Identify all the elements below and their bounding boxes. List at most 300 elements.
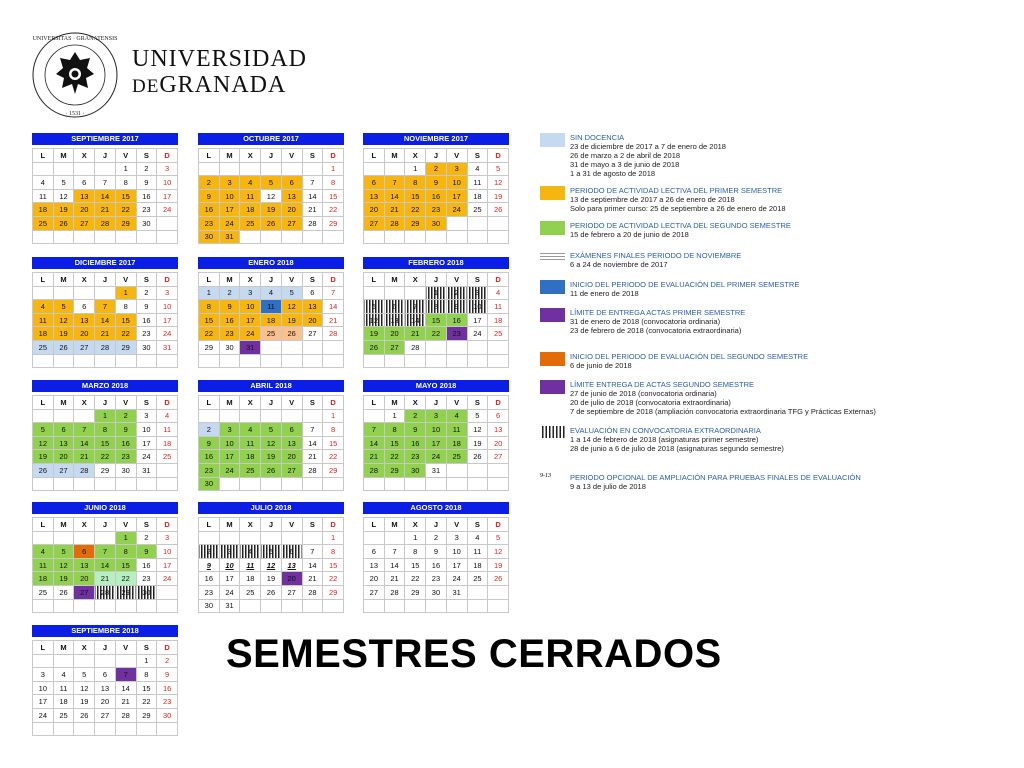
legend-title: PERIODO DE ACTIVIDAD LECTIVA DEL SEGUNDO SEMESTRE xyxy=(570,221,791,230)
day-cell xyxy=(323,477,344,491)
weekday-header: J xyxy=(426,518,447,532)
day-cell: 5 xyxy=(364,300,385,314)
day-cell: 31 xyxy=(219,599,240,613)
day-cell xyxy=(157,230,178,244)
day-cell: 30 xyxy=(115,463,136,477)
day-cell: 15 xyxy=(115,313,136,327)
day-cell: 12 xyxy=(261,558,282,572)
day-cell: 23 xyxy=(426,572,447,586)
day-cell xyxy=(364,599,385,613)
day-cell xyxy=(95,162,116,176)
footer-title: SEMESTRES CERRADOS xyxy=(226,632,722,676)
week-row xyxy=(33,203,178,217)
week-row xyxy=(199,354,344,368)
weekday-header: D xyxy=(157,396,178,410)
day-cell xyxy=(281,354,302,368)
week-row xyxy=(364,423,509,437)
weekday-header: S xyxy=(467,273,488,287)
day-cell: 8 xyxy=(384,423,405,437)
day-cell: 16 xyxy=(426,558,447,572)
day-cell: 24 xyxy=(446,203,467,217)
day-cell: 24 xyxy=(219,216,240,230)
legend-line: 6 a 24 de noviembre de 2017 xyxy=(570,260,668,269)
day-cell: 6 xyxy=(74,176,95,190)
day-cell xyxy=(33,654,54,668)
day-cell: 8 xyxy=(115,545,136,559)
day-cell: 6 xyxy=(281,176,302,190)
day-cell: 6 xyxy=(488,409,509,423)
day-cell: 29 xyxy=(405,216,426,230)
week-row xyxy=(199,313,344,327)
day-cell: 19 xyxy=(261,203,282,217)
week-row xyxy=(364,313,509,327)
weekday-header: D xyxy=(488,273,509,287)
day-cell: 21 xyxy=(95,327,116,341)
day-cell: 3 xyxy=(157,162,178,176)
day-cell xyxy=(405,599,426,613)
week-row xyxy=(199,216,344,230)
day-cell: 29 xyxy=(199,340,220,354)
day-cell: 2 xyxy=(136,286,157,300)
day-cell: 26 xyxy=(53,585,74,599)
day-cell xyxy=(33,531,54,545)
day-cell: 26 xyxy=(261,463,282,477)
week-row xyxy=(364,477,509,491)
day-cell xyxy=(302,162,323,176)
day-cell xyxy=(488,340,509,354)
day-cell: 28 xyxy=(74,463,95,477)
day-cell: 27 xyxy=(302,327,323,341)
week-row xyxy=(33,354,178,368)
day-cell xyxy=(115,354,136,368)
weekday-header: S xyxy=(136,273,157,287)
day-cell: 19 xyxy=(53,203,74,217)
day-cell: 14 xyxy=(95,313,116,327)
day-cell xyxy=(74,354,95,368)
day-cell: 13 xyxy=(384,313,405,327)
legend-line: 20 de julio de 2018 (convocatoria extraordinaria) xyxy=(570,398,731,407)
day-cell: 2 xyxy=(426,531,447,545)
day-cell xyxy=(53,654,74,668)
day-cell xyxy=(467,463,488,477)
day-cell xyxy=(261,340,282,354)
day-cell xyxy=(426,477,447,491)
day-cell: 19 xyxy=(74,695,95,709)
weekday-header: M xyxy=(53,641,74,655)
day-cell: 11 xyxy=(446,423,467,437)
day-cell: 10 xyxy=(467,300,488,314)
day-cell xyxy=(405,286,426,300)
day-cell xyxy=(281,531,302,545)
week-row xyxy=(33,695,178,709)
day-cell: 22 xyxy=(115,572,136,586)
day-cell: 22 xyxy=(199,327,220,341)
weekday-header: J xyxy=(261,149,282,163)
day-cell: 3 xyxy=(467,286,488,300)
day-cell: 9 xyxy=(199,436,220,450)
day-cell xyxy=(261,599,282,613)
day-cell: 21 xyxy=(95,203,116,217)
legend-title: EVALUACIÓN EN CONVOCATORIA EXTRAORDINARIA xyxy=(570,426,761,435)
weekday-header: V xyxy=(446,273,467,287)
day-cell xyxy=(302,531,323,545)
weekday-header: J xyxy=(95,641,116,655)
day-cell xyxy=(323,599,344,613)
month-title: NOVIEMBRE 2017 xyxy=(363,133,509,145)
day-cell: 7 xyxy=(95,300,116,314)
day-cell: 12 xyxy=(53,558,74,572)
legend-line: 28 de junio a 6 de julio de 2018 (asignaturas segundo semestre) xyxy=(570,444,784,453)
day-cell: 25 xyxy=(33,585,54,599)
day-cell: 3 xyxy=(157,286,178,300)
day-cell xyxy=(74,409,95,423)
day-cell: 17 xyxy=(33,695,54,709)
day-cell xyxy=(115,230,136,244)
weekday-header: S xyxy=(136,149,157,163)
day-cell: 11 xyxy=(261,300,282,314)
month-calendar xyxy=(32,257,178,368)
week-row xyxy=(364,162,509,176)
week-row xyxy=(33,585,178,599)
weekday-header: X xyxy=(74,641,95,655)
day-cell xyxy=(364,531,385,545)
day-cell: 8 xyxy=(95,423,116,437)
day-cell xyxy=(33,230,54,244)
week-row xyxy=(33,313,178,327)
day-cell: 19 xyxy=(488,189,509,203)
day-cell: 4 xyxy=(467,531,488,545)
week-row xyxy=(199,300,344,314)
week-row xyxy=(199,450,344,464)
day-cell: 28 xyxy=(302,216,323,230)
day-cell: 1 xyxy=(323,409,344,423)
day-cell: 19 xyxy=(467,436,488,450)
day-cell: 24 xyxy=(33,708,54,722)
day-cell: 6 xyxy=(364,545,385,559)
day-cell: 12 xyxy=(53,313,74,327)
day-cell: 28 xyxy=(384,216,405,230)
day-cell: 25 xyxy=(261,327,282,341)
day-cell: 5 xyxy=(53,176,74,190)
day-cell: 18 xyxy=(240,572,261,586)
day-cell xyxy=(115,722,136,736)
day-cell: 22 xyxy=(323,450,344,464)
day-cell xyxy=(53,409,74,423)
day-cell: 25 xyxy=(240,463,261,477)
day-cell: 12 xyxy=(261,436,282,450)
day-cell: 11 xyxy=(240,189,261,203)
week-row xyxy=(199,436,344,450)
day-cell xyxy=(33,477,54,491)
university-name-prefix: DE xyxy=(132,76,160,97)
day-cell xyxy=(157,585,178,599)
day-cell xyxy=(488,463,509,477)
day-cell: 17 xyxy=(219,203,240,217)
day-cell: 6 xyxy=(74,300,95,314)
day-cell: 9 xyxy=(446,300,467,314)
day-cell xyxy=(53,230,74,244)
week-row xyxy=(199,572,344,586)
day-cell xyxy=(74,654,95,668)
day-cell: 3 xyxy=(446,162,467,176)
day-cell: 6 xyxy=(302,286,323,300)
day-cell: 2 xyxy=(136,162,157,176)
university-name-line1: UNIVERSIDAD xyxy=(132,46,307,72)
day-cell xyxy=(323,354,344,368)
weekday-header: M xyxy=(384,518,405,532)
day-cell: 24 xyxy=(219,463,240,477)
weekday-header: X xyxy=(405,396,426,410)
legend-swatch xyxy=(540,221,565,235)
month-title: OCTUBRE 2017 xyxy=(198,133,344,145)
day-cell: 23 xyxy=(219,327,240,341)
day-cell xyxy=(53,531,74,545)
day-cell xyxy=(199,531,220,545)
weekday-header: L xyxy=(33,273,54,287)
weekday-header: X xyxy=(240,149,261,163)
week-row xyxy=(33,436,178,450)
day-cell: 21 xyxy=(115,695,136,709)
day-cell xyxy=(74,722,95,736)
day-cell: 18 xyxy=(467,558,488,572)
day-cell: 22 xyxy=(405,203,426,217)
day-cell: 13 xyxy=(488,423,509,437)
weekday-header: S xyxy=(467,149,488,163)
day-cell: 19 xyxy=(261,572,282,586)
day-cell xyxy=(302,230,323,244)
weekday-header: J xyxy=(95,273,116,287)
day-cell: 29 xyxy=(115,585,136,599)
weekday-header: D xyxy=(323,273,344,287)
week-row xyxy=(364,216,509,230)
day-cell: 18 xyxy=(240,203,261,217)
legend-line: 23 de febrero de 2018 (convocatoria extraordinaria) xyxy=(570,326,742,335)
day-cell xyxy=(95,654,116,668)
day-cell: 1 xyxy=(199,286,220,300)
day-cell: 26 xyxy=(467,450,488,464)
day-cell: 24 xyxy=(467,327,488,341)
day-cell: 29 xyxy=(323,463,344,477)
day-cell: 3 xyxy=(219,545,240,559)
weekday-header: J xyxy=(95,518,116,532)
day-cell: 15 xyxy=(323,436,344,450)
day-cell: 16 xyxy=(199,203,220,217)
day-cell: 12 xyxy=(467,423,488,437)
legend-line: 26 de marzo a 2 de abril de 2018 xyxy=(570,151,681,160)
day-cell: 15 xyxy=(405,189,426,203)
day-cell: 18 xyxy=(467,189,488,203)
day-cell: 1 xyxy=(426,286,447,300)
day-cell: 7 xyxy=(302,176,323,190)
day-cell xyxy=(261,409,282,423)
day-cell: 19 xyxy=(53,327,74,341)
day-cell: 13 xyxy=(74,189,95,203)
weekday-header: M xyxy=(53,149,74,163)
day-cell: 30 xyxy=(219,340,240,354)
day-cell: 21 xyxy=(323,313,344,327)
day-cell xyxy=(467,585,488,599)
day-cell: 20 xyxy=(384,327,405,341)
day-cell: 2 xyxy=(219,286,240,300)
day-cell: 22 xyxy=(405,572,426,586)
day-cell: 25 xyxy=(53,708,74,722)
day-cell xyxy=(384,354,405,368)
week-row xyxy=(364,436,509,450)
month-title: MAYO 2018 xyxy=(363,380,509,392)
day-cell: 12 xyxy=(281,300,302,314)
day-cell xyxy=(157,463,178,477)
week-row xyxy=(199,230,344,244)
day-cell: 30 xyxy=(136,585,157,599)
day-cell: 20 xyxy=(53,450,74,464)
day-cell: 9 xyxy=(136,176,157,190)
weekday-header: L xyxy=(199,149,220,163)
day-cell: 7 xyxy=(115,668,136,682)
week-row xyxy=(33,572,178,586)
month-title: ABRIL 2018 xyxy=(198,380,344,392)
day-cell: 9 xyxy=(115,423,136,437)
day-cell: 11 xyxy=(467,545,488,559)
week-row xyxy=(199,531,344,545)
weekday-header: V xyxy=(115,149,136,163)
day-cell: 25 xyxy=(33,340,54,354)
day-cell: 19 xyxy=(33,450,54,464)
day-cell: 8 xyxy=(115,300,136,314)
day-cell: 9 xyxy=(199,189,220,203)
day-cell xyxy=(384,477,405,491)
day-cell: 7 xyxy=(74,423,95,437)
day-cell: 15 xyxy=(199,313,220,327)
day-cell: 10 xyxy=(157,300,178,314)
day-cell xyxy=(95,722,116,736)
day-cell: 10 xyxy=(219,436,240,450)
day-cell: 10 xyxy=(136,423,157,437)
day-cell xyxy=(53,162,74,176)
week-row xyxy=(199,463,344,477)
day-cell xyxy=(405,354,426,368)
day-cell xyxy=(33,286,54,300)
day-cell: 24 xyxy=(157,327,178,341)
day-cell: 5 xyxy=(74,668,95,682)
day-cell xyxy=(488,216,509,230)
day-cell: 25 xyxy=(157,450,178,464)
day-cell: 27 xyxy=(74,340,95,354)
weekday-header: J xyxy=(426,273,447,287)
day-cell xyxy=(53,722,74,736)
day-cell: 14 xyxy=(384,558,405,572)
day-cell: 30 xyxy=(199,230,220,244)
day-cell: 13 xyxy=(281,436,302,450)
day-cell: 29 xyxy=(323,585,344,599)
day-cell: 19 xyxy=(261,450,282,464)
day-cell: 8 xyxy=(426,300,447,314)
weekday-header: J xyxy=(261,273,282,287)
day-cell: 12 xyxy=(74,681,95,695)
day-cell xyxy=(136,477,157,491)
weekday-header: L xyxy=(364,273,385,287)
day-cell xyxy=(426,230,447,244)
day-cell xyxy=(323,340,344,354)
weekday-header: S xyxy=(136,518,157,532)
day-cell: 15 xyxy=(95,436,116,450)
weekday-header: V xyxy=(115,518,136,532)
day-cell: 20 xyxy=(74,327,95,341)
day-cell: 5 xyxy=(261,176,282,190)
day-cell: 18 xyxy=(33,572,54,586)
day-cell: 22 xyxy=(384,450,405,464)
weekday-header: L xyxy=(33,641,54,655)
day-cell: 23 xyxy=(136,572,157,586)
day-cell: 13 xyxy=(281,189,302,203)
weekday-header: D xyxy=(488,396,509,410)
day-cell: 14 xyxy=(115,681,136,695)
week-row xyxy=(199,327,344,341)
day-cell xyxy=(199,409,220,423)
day-cell xyxy=(446,230,467,244)
legend-title: SIN DOCENCIA xyxy=(570,133,625,142)
day-cell: 22 xyxy=(323,203,344,217)
day-cell: 10 xyxy=(157,176,178,190)
day-cell xyxy=(488,599,509,613)
day-cell: 7 xyxy=(302,423,323,437)
week-row xyxy=(33,340,178,354)
weekday-header: D xyxy=(157,518,178,532)
week-row xyxy=(364,327,509,341)
weekday-header: D xyxy=(323,396,344,410)
weekday-header: V xyxy=(115,273,136,287)
week-row xyxy=(33,531,178,545)
day-cell: 23 xyxy=(136,327,157,341)
day-cell: 5 xyxy=(261,423,282,437)
day-cell xyxy=(384,599,405,613)
day-cell: 5 xyxy=(53,300,74,314)
month-title: MARZO 2018 xyxy=(32,380,178,392)
day-cell: 12 xyxy=(53,189,74,203)
day-cell: 6 xyxy=(74,545,95,559)
week-row xyxy=(33,654,178,668)
day-cell: 10 xyxy=(240,300,261,314)
day-cell xyxy=(95,354,116,368)
day-cell: 9 xyxy=(136,545,157,559)
day-cell: 17 xyxy=(219,450,240,464)
day-cell xyxy=(136,230,157,244)
weekday-header: M xyxy=(219,273,240,287)
day-cell: 28 xyxy=(302,585,323,599)
weekday-header: X xyxy=(405,273,426,287)
week-row xyxy=(364,300,509,314)
day-cell: 10 xyxy=(426,423,447,437)
week-row xyxy=(199,477,344,491)
day-cell xyxy=(240,477,261,491)
day-cell: 10 xyxy=(446,176,467,190)
legend-swatch xyxy=(540,308,565,322)
day-cell: 29 xyxy=(136,708,157,722)
day-cell xyxy=(446,477,467,491)
weekday-header: L xyxy=(33,518,54,532)
day-cell: 31 xyxy=(136,463,157,477)
day-cell: 27 xyxy=(281,463,302,477)
day-cell: 20 xyxy=(281,572,302,586)
day-cell: 16 xyxy=(136,189,157,203)
weekday-header: L xyxy=(199,518,220,532)
day-cell: 11 xyxy=(33,313,54,327)
day-cell: 3 xyxy=(240,286,261,300)
week-row xyxy=(364,463,509,477)
day-cell xyxy=(281,477,302,491)
day-cell: 12 xyxy=(488,545,509,559)
day-cell: 5 xyxy=(261,545,282,559)
day-cell: 17 xyxy=(240,313,261,327)
